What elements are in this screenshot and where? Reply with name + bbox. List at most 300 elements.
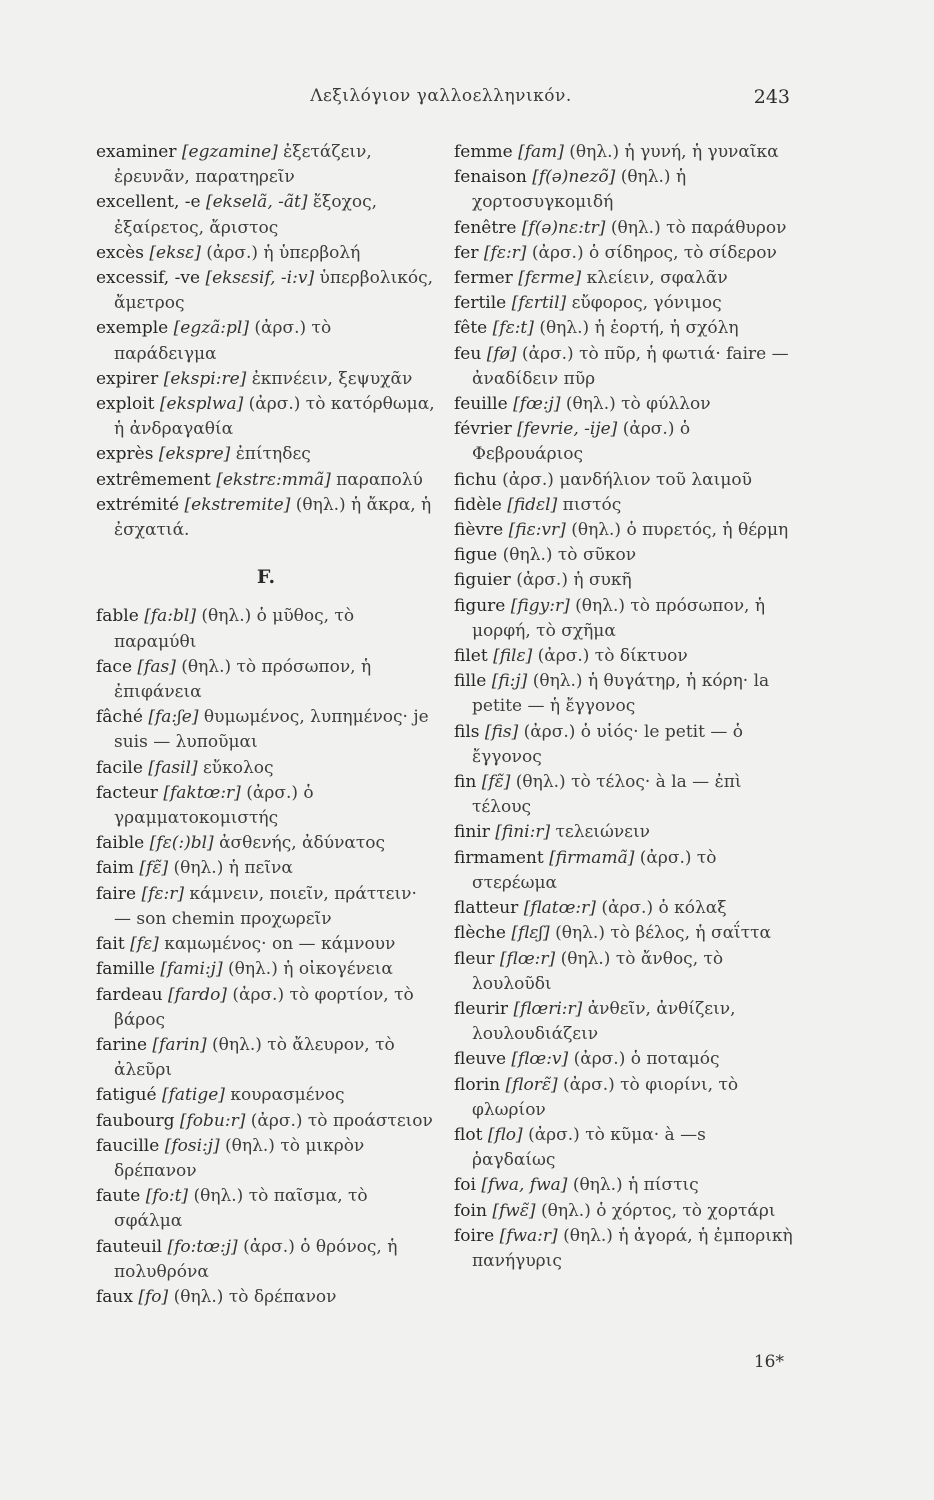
phonetic-transcription: [flœri:r] (513, 998, 583, 1019)
dictionary-entry (454, 1047, 794, 1072)
dictionary-entry (96, 756, 436, 781)
headword: faubourg (96, 1110, 175, 1131)
greek-translation: (θηλ.) τὸ τέλος· à la — ἐπὶ τέλους (472, 772, 742, 818)
greek-translation: (θηλ.) τὸ ἄνθος, τὸ λουλοῦδι (472, 948, 724, 994)
greek-translation: (ἀρσ.) τὸ δίκτυον (537, 646, 688, 667)
greek-translation: θυμωμένος, λυπημένος· je suis — λυποῦμαι (114, 707, 429, 753)
phonetic-transcription: [egzamine] (181, 142, 278, 162)
phonetic-transcription: [fɛrme] (518, 268, 582, 289)
dictionary-entry (96, 604, 436, 654)
headword: figue (454, 545, 498, 566)
entry-body (454, 216, 794, 241)
phonetic-transcription: [fa:bl] (144, 606, 196, 627)
greek-translation: (θηλ.) ἡ ἑορτή, ἡ σχόλη (539, 318, 739, 339)
phonetic-transcription: [flœ:v] (511, 1049, 569, 1070)
greek-translation: (θηλ.) τὸ δρέπανον (173, 1286, 337, 1307)
dictionary-entry (454, 1173, 794, 1198)
dictionary-entry (454, 1224, 794, 1274)
dictionary-entry (454, 846, 794, 896)
entry-body (454, 997, 794, 1047)
dictionary-entry (96, 705, 436, 755)
dictionary-entry (96, 493, 436, 543)
entry-body (454, 392, 794, 417)
dictionary-entry (454, 165, 794, 215)
headword: famille (96, 959, 155, 980)
entry-body (454, 669, 794, 719)
entry-body (454, 468, 794, 493)
phonetic-transcription: [fɛ:r] (483, 242, 527, 263)
dictionary-entry (96, 655, 436, 705)
phonetic-transcription: [fo:t] (145, 1186, 189, 1207)
phonetic-transcription: [fardo] (168, 984, 227, 1005)
entry-body (454, 518, 794, 543)
headword: fatigué (96, 1085, 157, 1106)
entry-body (454, 594, 794, 644)
headword: faim (96, 858, 134, 879)
dictionary-entry (454, 896, 794, 921)
greek-translation: εὔκολος (203, 757, 274, 778)
dictionary-entry (454, 594, 794, 644)
greek-translation: (θηλ.) τὸ μικρὸν δρέπανον (114, 1135, 365, 1181)
headword: fâché (96, 707, 143, 728)
greek-translation: (ἀρσ.) τὸ κῦμα· à —s ῥαγδαίως (472, 1124, 706, 1171)
headword: excès (96, 242, 144, 263)
dictionary-entry (96, 367, 436, 392)
headword: fertile (454, 293, 507, 314)
entry-body (454, 1199, 794, 1224)
entry-body (96, 266, 436, 316)
greek-translation: (θηλ.) ὁ μῦθος, τὸ παραμύθι (114, 606, 355, 652)
dictionary-entry (96, 190, 436, 240)
phonetic-transcription: [fi:j] (491, 671, 528, 692)
headword: faire (96, 883, 137, 904)
dictionary-entry (96, 392, 436, 442)
phonetic-transcription: [faktœ:r] (163, 782, 241, 803)
entry-body (96, 781, 436, 831)
entry-body (454, 291, 794, 316)
dictionary-entry (96, 266, 436, 316)
entry-body (96, 831, 436, 856)
dictionary-entry (96, 1134, 436, 1184)
entry-body (96, 604, 436, 654)
entry-body (96, 1134, 436, 1184)
greek-translation: (ἀρσ.) ὁ σίδηρος, τὸ σίδερον (531, 242, 777, 263)
greek-translation: (ἀρσ.) ὁ Φεβρουάριος (472, 419, 691, 465)
phonetic-transcription: [fobu:r] (179, 1110, 246, 1131)
phonetic-transcription: [fo:tœ:j] (167, 1236, 238, 1257)
phonetic-transcription: [fɛ̃] (481, 772, 511, 793)
phonetic-transcription: [fini:r] (495, 822, 551, 843)
entry-body (96, 1235, 436, 1285)
entry-body (454, 1123, 794, 1173)
headword: fleur (454, 948, 495, 969)
entry-body (96, 1033, 436, 1083)
greek-translation: (ἀρσ.) τὸ κατόρθωμα, ἡ ἀνδραγαθία (114, 394, 435, 440)
dictionary-entry (454, 216, 794, 241)
entry-body (454, 342, 794, 392)
page-header (96, 86, 790, 116)
entry-body (96, 705, 436, 755)
dictionary-entry (96, 781, 436, 831)
greek-translation: (ἀρσ.) μανδήλιον τοῦ λαιμοῦ (502, 469, 752, 490)
entry-body (96, 1109, 436, 1134)
entry-body (454, 493, 794, 518)
dictionary-entry (96, 957, 436, 982)
phonetic-transcription: [fis] (484, 721, 519, 742)
phonetic-transcription: [fami:j] (160, 959, 223, 980)
headword: facteur (96, 782, 158, 803)
greek-translation: (ἀρσ.) τὸ στερέωμα (472, 847, 717, 893)
greek-translation: (θηλ.) τὸ σῦκον (502, 545, 637, 566)
entry-body (454, 820, 794, 845)
entry-body (454, 140, 794, 165)
dictionary-entry (454, 493, 794, 518)
dictionary-entry (454, 392, 794, 417)
dictionary-entry (96, 856, 436, 881)
headword: feu (454, 343, 482, 364)
entry-body (96, 392, 436, 442)
entries-f (96, 604, 436, 1310)
entry-body (96, 655, 436, 705)
dictionary-entry (454, 921, 794, 946)
phonetic-transcription: [fɛ(:)bl] (149, 833, 214, 854)
phonetic-transcription: [fosi:j] (164, 1135, 220, 1156)
entry-body (96, 316, 436, 366)
headword: flot (454, 1124, 483, 1145)
phonetic-transcription: [fasil] (148, 757, 198, 778)
dictionary-entry (454, 720, 794, 770)
greek-translation: πιστός (562, 494, 622, 515)
headword: fauteuil (96, 1236, 163, 1257)
headword: fermer (454, 268, 513, 289)
headword: fidèle (454, 494, 502, 515)
headword: fable (96, 606, 139, 627)
greek-translation: εὔφορος, γόνιμος (571, 293, 722, 314)
phonetic-transcription: [egzã:pl] (173, 318, 249, 339)
greek-translation: (θηλ.) τὸ ἄλευρον, τὸ ἀλεῦρι (114, 1034, 395, 1081)
right-column (454, 140, 794, 1274)
entry-body (96, 442, 436, 467)
phonetic-transcription: [fwa:r] (499, 1225, 558, 1246)
headword: fenêtre (454, 217, 517, 238)
entry-body (454, 543, 794, 568)
dictionary-entry (96, 1235, 436, 1285)
headword: fardeau (96, 984, 163, 1005)
phonetic-transcription: [fiɛ:vr] (508, 520, 566, 541)
dictionary-entry (96, 316, 436, 366)
greek-translation: (ἀρσ.) ὁ κόλαξ (601, 898, 727, 919)
greek-translation: ἔξοχος, ἐξαίρετος, ἄριστος (114, 192, 378, 238)
headword: excessif, -ve (96, 268, 201, 289)
dictionary-entry (454, 1073, 794, 1123)
headword: exemple (96, 318, 169, 339)
greek-translation: (θηλ.) ἡ οἰκογένεια (227, 959, 393, 980)
dictionary-entry (454, 644, 794, 669)
dictionary-entry (454, 997, 794, 1047)
headword: excellent, -e (96, 192, 201, 213)
phonetic-transcription: [figy:r] (510, 595, 570, 616)
greek-translation: καμωμένος· on — κάμνουν (164, 934, 396, 955)
printer-signature: 16* (753, 1352, 784, 1372)
headword: foi (454, 1175, 476, 1196)
entry-body (454, 266, 794, 291)
entry-body (96, 957, 436, 982)
entry-body (96, 882, 436, 932)
dictionary-entry (454, 518, 794, 543)
entry-body (96, 241, 436, 266)
headword: face (96, 656, 133, 677)
headword: faute (96, 1186, 141, 1207)
dictionary-entry (96, 1033, 436, 1083)
dictionary-entry (454, 770, 794, 820)
phonetic-transcription: [eksɛsif, -i:v] (205, 268, 315, 289)
phonetic-transcription: [fø] (486, 343, 517, 364)
phonetic-transcription: [fœ:j] (513, 394, 561, 415)
greek-translation: (ἀρσ.) ἡ ὑπερβολή (206, 242, 361, 263)
entry-body (454, 1173, 794, 1198)
phonetic-transcription: [filɛ] (493, 646, 533, 667)
headword: farine (96, 1034, 147, 1055)
greek-translation: (θηλ.) τὸ πρόσωπον, ἡ ἐπιφάνεια (114, 656, 372, 703)
dictionary-entry (96, 1083, 436, 1108)
dictionary-entry (454, 820, 794, 845)
dictionary-entry (454, 417, 794, 467)
phonetic-transcription: [farin] (152, 1034, 207, 1055)
entry-body (96, 1285, 436, 1310)
entry-body (96, 856, 436, 881)
headword: flatteur (454, 898, 519, 919)
headword: facile (96, 757, 143, 778)
phonetic-transcription: [f(ə)nɛ:tr] (521, 217, 606, 238)
dictionary-entry (96, 882, 436, 932)
phonetic-transcription: [ekspi:re] (163, 368, 247, 389)
headword: examiner (96, 142, 177, 162)
headword: fille (454, 671, 487, 692)
greek-translation: (ἀρσ.) ὁ θρόνος, ἡ πολυθρόνα (114, 1236, 398, 1282)
phonetic-transcription: [fɛ̃] (139, 858, 169, 879)
dictionary-entry (96, 442, 436, 467)
entry-body (454, 896, 794, 921)
greek-translation: (ἀρσ.) ἡ συκῆ (516, 570, 632, 591)
greek-translation: (θηλ.) ἡ γυνή, ἡ γυναῖκα (569, 142, 779, 162)
greek-translation: (θηλ.) ἡ ἄκρα, ἡ ἐσχατιά. (114, 494, 432, 541)
greek-translation: ἐκπνέειν, ξεψυχᾶν (251, 368, 413, 389)
greek-translation: ἀσθενής, ἀδύνατος (219, 833, 386, 854)
greek-translation: (θηλ.) τὸ φύλλον (565, 394, 711, 415)
phonetic-transcription: [fatige] (162, 1085, 225, 1106)
dictionary-entry (96, 241, 436, 266)
headword: fils (454, 721, 480, 742)
phonetic-transcription: [eksplwa] (159, 394, 244, 415)
page-number: 243 (753, 86, 790, 108)
greek-translation: (θηλ.) τὸ παῖσμα, τὸ σφάλμα (114, 1186, 368, 1232)
headword: femme (454, 142, 513, 162)
dictionary-entry (454, 669, 794, 719)
greek-translation: παραπολύ (336, 469, 423, 490)
greek-translation: (θηλ.) ὁ πυρετός, ἡ θέρμη (571, 520, 789, 541)
greek-translation: (ἀρσ.) ὁ ποταμός (573, 1049, 720, 1070)
headword: expirer (96, 368, 159, 389)
headword: filet (454, 646, 488, 667)
headword: fichu (454, 469, 497, 490)
phonetic-transcription: [firmamã] (549, 847, 635, 868)
entry-body (454, 1073, 794, 1123)
headword: fin (454, 772, 477, 793)
phonetic-transcription: [ekselã, -ãt] (205, 192, 308, 213)
greek-translation: (θηλ.) ἡ χορτοσυγκομιδή (472, 167, 687, 213)
greek-translation: ἀνθεῖν, ἀνθίζειν, λουλουδιάζειν (472, 998, 736, 1045)
headword: fièvre (454, 520, 504, 541)
entry-body (96, 468, 436, 493)
entry-body (454, 316, 794, 341)
headword: faux (96, 1286, 133, 1307)
dictionary-entry (96, 1109, 436, 1134)
dictionary-entry (454, 947, 794, 997)
entry-body (454, 1047, 794, 1072)
headword: figure (454, 595, 506, 616)
dictionary-entry (454, 543, 794, 568)
greek-translation: κλείειν, σφαλᾶν (586, 268, 728, 289)
headword: fer (454, 242, 479, 263)
phonetic-transcription: [fas] (137, 656, 176, 677)
headword: fleuve (454, 1049, 507, 1070)
entries-f-continued (454, 140, 794, 1274)
phonetic-transcription: [flɛʃ] (511, 923, 550, 944)
entry-body (454, 770, 794, 820)
section-letter-heading: F. (256, 566, 276, 589)
headword: foin (454, 1200, 487, 1221)
entry-body (454, 417, 794, 467)
entry-body (96, 932, 436, 957)
phonetic-transcription: [fwa, fwa] (481, 1175, 568, 1196)
dictionary-entry (96, 831, 436, 856)
phonetic-transcription: [fɛ] (130, 934, 159, 955)
headword: extrêmement (96, 469, 211, 490)
phonetic-transcription: [fam] (518, 142, 564, 162)
dictionary-entry (454, 140, 794, 165)
running-title: Λεξιλόγιον γαλλοελληνικόν. (310, 86, 572, 106)
phonetic-transcription: [flo] (487, 1124, 523, 1145)
headword: flèche (454, 923, 506, 944)
entry-body (454, 241, 794, 266)
greek-translation: κουρασμένος (230, 1085, 345, 1106)
entry-body (454, 165, 794, 215)
phonetic-transcription: [eksɛ] (149, 242, 201, 263)
greek-translation: (θηλ.) ὁ χόρτος, τὸ χορτάρι (540, 1200, 776, 1221)
headword: firmament (454, 847, 544, 868)
greek-translation: (ἀρσ.) ὁ υἱός· le petit — ὁ ἔγγονος (472, 721, 743, 767)
dictionary-entry (454, 266, 794, 291)
headword: foire (454, 1225, 495, 1246)
dictionary-entry (454, 316, 794, 341)
entry-body (454, 720, 794, 770)
greek-translation: (ἀρσ.) τὸ φορτίον, τὸ βάρος (114, 984, 414, 1030)
entry-body (96, 367, 436, 392)
phonetic-transcription: [fa:ʃe] (148, 707, 199, 728)
headword: fête (454, 318, 488, 339)
dictionary-entry (454, 1199, 794, 1224)
headword: faible (96, 833, 145, 854)
greek-translation: ἐπίτηδες (235, 444, 311, 465)
greek-translation: (θηλ.) ἡ θυγάτηρ, ἡ κόρη· la petite — ἡ ἔγγονος (472, 671, 770, 717)
entry-body (454, 846, 794, 896)
phonetic-transcription: [fɛrtil] (511, 293, 567, 314)
headword: faucille (96, 1135, 160, 1156)
entry-body (96, 190, 436, 240)
dictionary-entry (96, 983, 436, 1033)
greek-translation: (ἀρσ.) τὸ παράδειγμα (114, 318, 332, 364)
headword: florin (454, 1074, 501, 1095)
greek-translation: (θηλ.) ἡ πεῖνα (173, 858, 293, 879)
dictionary-entry (454, 241, 794, 266)
greek-translation: (θηλ.) τὸ παράθυρον (610, 217, 787, 238)
dictionary-entry (454, 468, 794, 493)
dictionary-entry (96, 468, 436, 493)
greek-translation: (ἀρσ.) τὸ πῦρ, ἡ φωτιά· faire — ἀναδίδειν πῦρ (472, 343, 789, 389)
dictionary-entry (96, 1285, 436, 1310)
greek-translation: (ἀρσ.) τὸ προάστειον (250, 1110, 433, 1131)
entry-body (454, 568, 794, 593)
entry-body (96, 756, 436, 781)
greek-translation: (ἀρσ.) τὸ φιορίνι, τὸ φλωρίον (472, 1074, 739, 1120)
dictionary-entry (454, 291, 794, 316)
entries-e (96, 140, 436, 543)
dictionary-entry (454, 1123, 794, 1173)
entry-body (454, 1224, 794, 1274)
dictionary-entry (96, 1184, 436, 1234)
entry-body (454, 921, 794, 946)
greek-translation: (θηλ.) τὸ πρόσωπον, ἡ μορφή, τὸ σχῆμα (472, 595, 766, 641)
phonetic-transcription: [fɛ:r] (141, 883, 185, 904)
entry-body (96, 493, 436, 543)
headword: finir (454, 822, 490, 843)
dictionary-entry (96, 140, 436, 190)
phonetic-transcription: [fidɛl] (507, 494, 558, 515)
entry-body (454, 947, 794, 997)
dictionary-entry (96, 932, 436, 957)
greek-translation: ἐξετάζειν, ἐρευνᾶν, παρατηρεῖν (114, 142, 372, 188)
phonetic-transcription: [fɛ:t] (492, 318, 534, 339)
headword: extrémité (96, 494, 180, 515)
greek-translation: (θηλ.) ἡ πίστις (572, 1175, 699, 1196)
headword: exprès (96, 444, 154, 465)
entry-body (96, 1083, 436, 1108)
greek-translation: (θηλ.) ἡ ἀγορά, ἡ ἐμπορικὴ πανήγυρις (472, 1225, 793, 1271)
greek-translation: (θηλ.) τὸ βέλος, ἡ σαΐττα (555, 923, 772, 944)
greek-translation: τελειώνειν (555, 822, 650, 843)
phonetic-transcription: [ekspre] (158, 444, 231, 465)
entry-body (96, 1184, 436, 1234)
phonetic-transcription: [fo] (138, 1286, 169, 1307)
headword: figuier (454, 570, 511, 591)
greek-translation: κάμνειν, ποιεῖν, πράττειν· — son chemin προχωρεῖν (114, 883, 417, 929)
phonetic-transcription: [ekstrɛ:mmã] (216, 469, 331, 490)
greek-translation: (ἀρσ.) ὁ γραμματοκομιστής (114, 782, 314, 829)
headword: fleurir (454, 998, 509, 1019)
headword: exploit (96, 394, 155, 415)
left-column (96, 140, 436, 1310)
greek-translation: ὑπερβολικός, ἄμετρος (114, 268, 434, 314)
dictionary-entry (454, 342, 794, 392)
phonetic-transcription: [fwɛ̃] (492, 1200, 536, 1221)
headword: fenaison (454, 167, 527, 188)
phonetic-transcription: [florɛ̃] (505, 1074, 558, 1095)
phonetic-transcription: [fevrie, -ije] (517, 419, 618, 440)
phonetic-transcription: [f(ə)nezõ] (532, 167, 616, 188)
dictionary-entry (454, 568, 794, 593)
headword: fait (96, 934, 125, 955)
phonetic-transcription: [flatœ:r] (523, 898, 596, 919)
